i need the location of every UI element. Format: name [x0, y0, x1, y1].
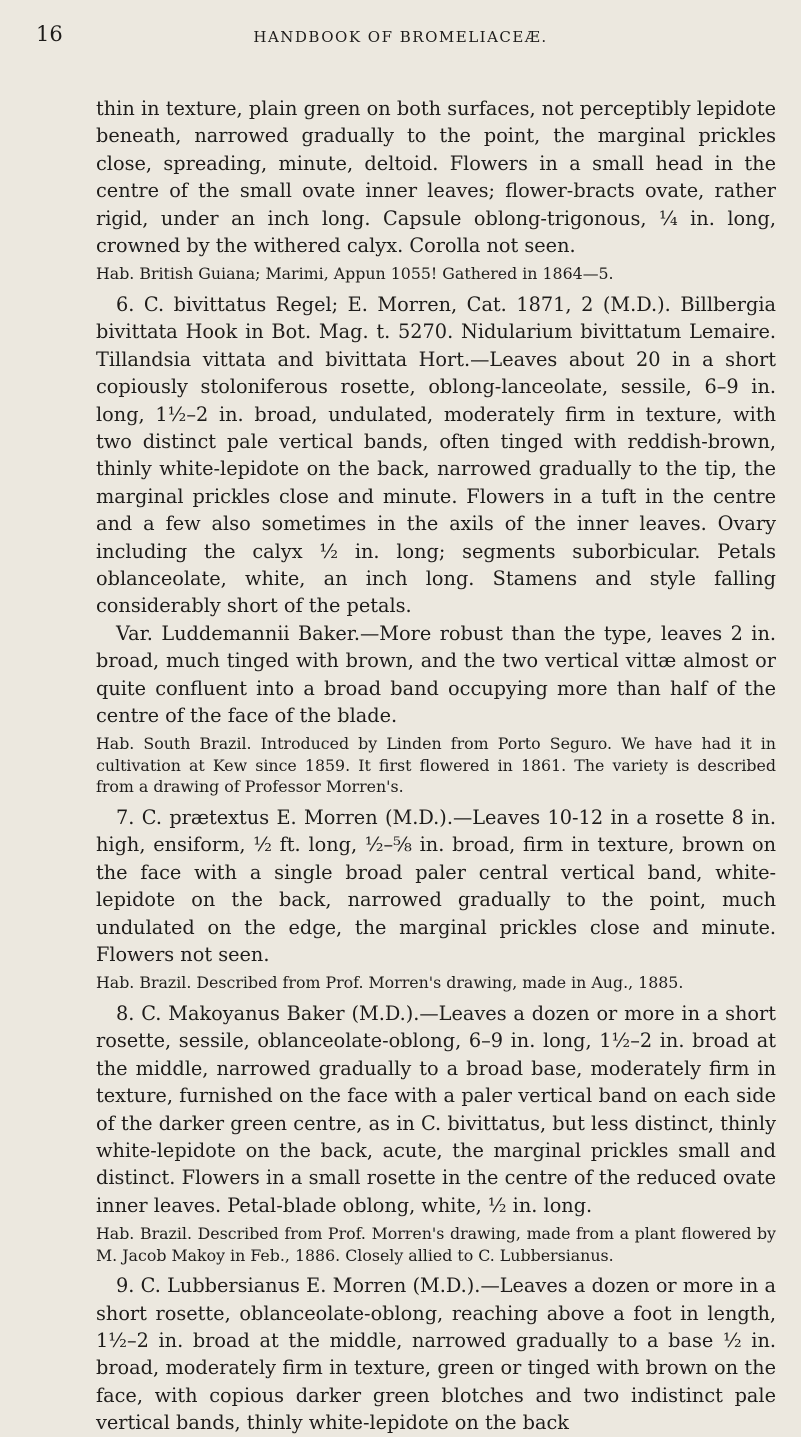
habitat-note [96, 733, 776, 798]
paragraph-text: Hab. British Guiana; Marimi, Appun 1055! Gathered in 1864—5. [96, 264, 614, 284]
paragraph-text: Hab. South Brazil. Introduced by Linden from Porto Seguro. We have had it in cultivation at Kew since 1859. It first flowered in 1861. The variety is described from a drawing of Professor Morren's. [96, 734, 776, 797]
paragraph-text: 6. C. bivittatus Regel; E. Morren, Cat. 1871, 2 (M.D.). Billbergia bivittata Hook in Bot. Mag. t. 5270. Nidularium bivittatum Lemaire. Tillandsia vittata and bivittata Hort.—Leaves about 20 in a short copiously stoloniferous rosette, oblong-lanceolate, sessile, 6–9 in. long, 1½–2 in. broad, undulated, moderately firm in texture, with two distinct pale vertical bands, often tinged with reddish-brown, thinly white-lepidote on the back, narrowed gradually to the tip, the marginal prickles close and minute. Flowers in a tuft in the centre and a few also sometimes in the axils of the inner leaves. Ovary including the calyx ½ in. long; segments suborbicular. Petals oblanceolate, white, an inch long. Stamens and style falling considerably short of the petals. [96, 292, 776, 618]
paragraph-text: 8. C. Makoyanus Baker (M.D.).—Leaves a dozen or more in a short rosette, sessile, oblanceolate-oblong, 6–9 in. long, 1½–2 in. broad at the middle, narrowed gradually to a broad base, moderately firm in texture, furnished on the face with a paler vertical band on each side of the darker green centre, as in C. bivittatus, but less distinct, thinly white-lepidote on the back, acute, the marginal prickles small and distinct. Flowers in a small rosette in the centre of the reduced ovate inner leaves. Petal-blade oblong, white, ½ in. long. [96, 1001, 776, 1217]
species-paragraph [96, 1000, 776, 1219]
paragraph-text: 7. C. prætextus E. Morren (M.D.).—Leaves 10-12 in a rosette 8 in. high, ensiform, ½ ft. long, ½–⅝ in. broad, firm in texture, brown on the face with a single broad paler central vertical band, white-lepidote on the back, narrowed gradually to the point, much undulated on the edge, the marginal prickles close and minute. Flowers not seen. [96, 805, 776, 966]
habitat-note [96, 1223, 776, 1266]
species-paragraph [96, 291, 776, 620]
page-body [96, 95, 776, 1437]
paragraph-text: Hab. Brazil. Described from Prof. Morren's drawing, made in Aug., 1885. [96, 973, 684, 993]
species-paragraph [96, 620, 776, 730]
species-paragraph [96, 804, 776, 968]
paragraph-text: 9. C. Lubbersianus E. Morren (M.D.).—Leaves a dozen or more in a short rosette, oblanceolate-oblong, reaching above a foot in length, 1½–2 in. broad at the middle, narrowed gradually to a base ½ in. broad, moderately firm in texture, green or tinged with brown on the face, with copious darker green blotches and two indistinct pale vertical bands, thinly white-lepidote on the back [96, 1274, 776, 1435]
paragraph-text: Hab. Brazil. Described from Prof. Morren's drawing, made from a plant flowered by M. Jacob Makoy in Feb., 1886. Closely allied to C. Lubbersianus. [96, 1224, 776, 1265]
paragraph-text: thin in texture, plain green on both surfaces, not perceptibly lepidote beneath, narrowed gradually to the point, the marginal prickles close, spreading, minute, deltoid. Flowers in a small head in the centre of the small ovate inner leaves; flower-bracts ovate, rather rigid, under an inch long. Capsule oblong-trigonous, ¼ in. long, crowned by the withered calyx. Corolla not seen. [96, 97, 776, 258]
species-paragraph [96, 95, 776, 259]
habitat-note [96, 972, 776, 994]
paragraph-text: Var. Luddemannii Baker.—More robust than the type, leaves 2 in. broad, much tinged with brown, and the two vertical vittæ almost or quite confluent into a broad band occupying more than half of the centre of the face of the blade. [96, 621, 776, 728]
page-number: 16 [36, 22, 63, 46]
habitat-note [96, 263, 776, 285]
running-head: HANDBOOK OF BROMELIACEÆ. [253, 28, 548, 46]
species-paragraph [96, 1272, 776, 1436]
